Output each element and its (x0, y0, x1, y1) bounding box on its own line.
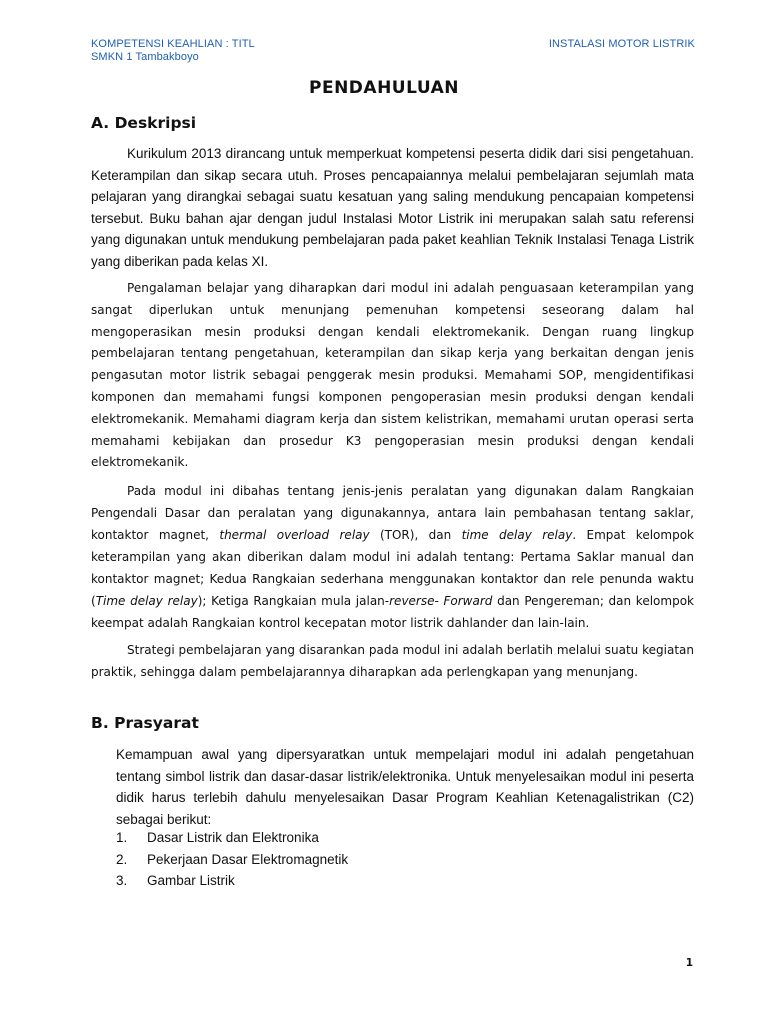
term-reverse-forward: reverse- Forward (389, 594, 493, 608)
page-number: 1 (685, 957, 693, 969)
header-left (91, 38, 255, 64)
header-school: SMKN 1 Tambakboyo (91, 51, 199, 63)
paragraph-prasyarat: Kemampuan awal yang dipersyaratkan untuk mempelajari modul ini adalah pengetahuan tentang simbol listrik dan dasar-dasar listrik/elektronika. Untuk menyelesaikan modul ini peserta didik harus terlebih dahulu menyelesaikan Dasar Program Keahlian Ketenagalistrikan (C2) sebagai berikut: (116, 747, 694, 827)
prerequisite-list (116, 827, 348, 892)
text-segment: ); Ketiga Rangkaian mula jalan- (197, 594, 390, 608)
list-item-text: Pekerjaan Dasar Elektromagnetik (147, 851, 349, 867)
list-item (116, 870, 348, 892)
list-item-number: 3. (116, 873, 128, 888)
paragraph-strategi: Strategi pembelajaran yang disarankan pada modul ini adalah berlatih melalui suatu kegiatan praktik, sehingga dalam pembelajarannya diharapkan ada perlengkapan yang menunjang. (91, 643, 694, 679)
list-item (116, 827, 348, 849)
paragraph-modul-pembahasan (91, 480, 694, 634)
list-item-text: Gambar Listrik (147, 873, 235, 888)
header-module-title: INSTALASI MOTOR LISTRIK (548, 38, 695, 50)
list-item (116, 849, 348, 871)
text-segment: dan Pengereman; dan kelompok keempat adalah Rangkaian kontrol kecepatan motor listrik dahlander dan lain-lain. (91, 594, 694, 630)
text-segment: Pada modul ini dibahas tentang jenis-jenis peralatan yang digunakan dalam Rangkaian Pengendali Dasar dan peralatan yang digunakannya, antara lain pembahasan tentang saklar, kontaktor magnet, (91, 484, 694, 542)
text-segment: (TOR), dan (369, 528, 462, 542)
term-time-delay-relay: time delay relay (461, 528, 573, 542)
paragraph-pengalaman-belajar: Pengalaman belajar yang diharapkan dari modul ini adalah penguasaan keterampilan yang sangat diperlukan untuk menunjang pemenuhan kompetensi seseorang dalam hal mengoperasikan mesin produksi dengan kendali elektromekanik. Dengan ruang lingkup pembelajaran tentang pengetahuan, keterampilan dan sikap kerja yang berkaitan dengan jenis pengasutan motor listrik sebagai penggerak mesin produksi. Memahami SOP, mengidentifikasi komponen dan memahami fungsi komponen pengoperasian mesin produksi dengan kendali elektromekanik. Memahami diagram kerja dan sistem kelistrikan, memahami urutan operasi serta memahami kebijakan dan prosedur K3 pengoperasian mesin produksi dengan kendali elektromekanik. (91, 281, 694, 470)
page-title: PENDAHULUAN (309, 78, 459, 98)
list-item-number: 2. (116, 851, 128, 867)
term-time-delay-relay-2: Time delay relay (95, 594, 198, 608)
term-thermal-overload-relay: thermal overload relay (219, 528, 370, 542)
list-item-text: Dasar Listrik dan Elektronika (147, 830, 319, 845)
text-segment: . Empat kelompok keterampilan yang akan diberikan dalam modul ini adalah tentang: Pertama Saklar manual dan kontaktor magnet; Kedua Rangkaian sederhana menggunakan kontaktor dan rele penunda waktu ( (91, 528, 694, 608)
section-a-heading: A. Deskripsi (91, 114, 197, 132)
paragraph-kurikulum: Kurikulum 2013 dirancang untuk memperkuat kompetensi peserta didik dari sisi pengetahuan. Keterampilan dan sikap secara utuh. Proses pencapaiannya melalui pembelajaran sejumlah mata pelajaran yang dirangkai sebagai suatu kesatuan yang saling mendukung pencapaian kompetensi tersebut. Buku bahan ajar dengan judul Instalasi Motor Listrik ini merupakan salah satu referensi yang digunakan untuk mendukung pembelajaran pada paket keahlian Teknik Instalasi Tenaga Listrik yang diberikan pada kelas XI. (91, 146, 694, 269)
header-competency: KOMPETENSI KEAHLIAN : TITL (91, 38, 255, 50)
list-item-number: 1. (116, 830, 128, 845)
section-b-heading: B. Prasyarat (91, 714, 199, 732)
